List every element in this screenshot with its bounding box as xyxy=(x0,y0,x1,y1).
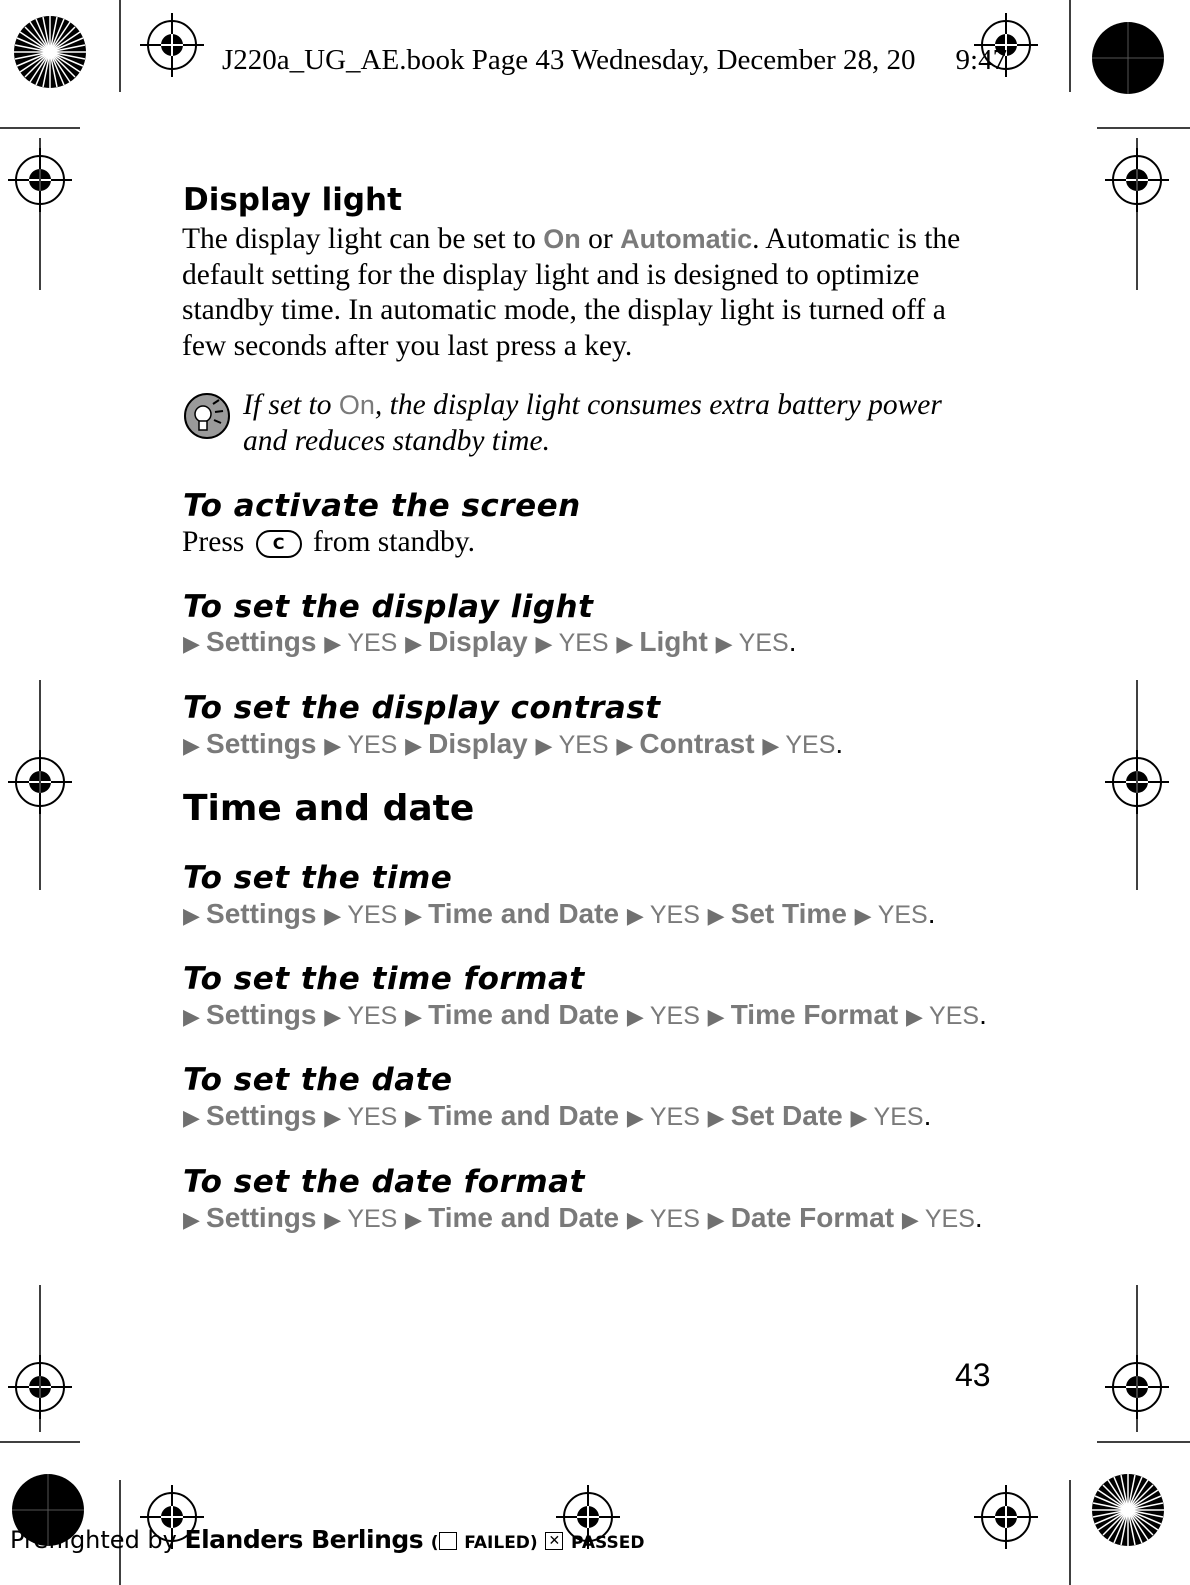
menu-path-set-date: ▶ Settings ▶ YES ▶ Time and Date ▶ YES ▶ Set Date ▶ YES. xyxy=(183,1100,932,1131)
lightbulb-note-icon xyxy=(181,392,233,440)
right-triangle-icon: ▶ xyxy=(707,1105,731,1130)
heading-set-time-format: To set the time format xyxy=(183,961,585,997)
softkey-yes: YES xyxy=(873,1103,924,1131)
right-triangle-icon: ▶ xyxy=(405,1105,429,1130)
menu-item: Display xyxy=(428,728,528,759)
menu-item: Time Format xyxy=(730,999,899,1030)
failed-label: FAILED xyxy=(464,1533,530,1553)
softkey-yes: YES xyxy=(347,901,398,929)
right-triangle-icon: ▶ xyxy=(906,1004,930,1029)
right-triangle-icon: ▶ xyxy=(324,733,348,758)
right-triangle-icon: ▶ xyxy=(405,1207,429,1232)
softkey-yes: YES xyxy=(785,731,836,759)
menu-item: Light xyxy=(639,626,708,657)
softkey-yes: YES xyxy=(558,731,609,759)
right-triangle-icon: ▶ xyxy=(324,631,348,656)
section-heading-time-and-date: Time and date xyxy=(183,788,475,829)
passed-label: PASSED xyxy=(570,1533,645,1553)
brand-logo-text: Elanders Berlings xyxy=(184,1525,424,1554)
c-key-icon: C xyxy=(256,530,302,558)
menu-item: Settings xyxy=(206,999,317,1030)
heading-set-display-light: To set the display light xyxy=(183,589,594,625)
menu-path-display-contrast: ▶ Settings ▶ YES ▶ Display ▶ YES ▶ Contrast ▶ YES. xyxy=(183,728,844,759)
menu-item: Set Time xyxy=(730,898,847,929)
softkey-yes: YES xyxy=(929,1002,980,1030)
menu-item: Time and Date xyxy=(428,1100,620,1131)
heading-set-display-contrast: To set the display contrast xyxy=(183,690,661,726)
menu-item: Settings xyxy=(206,1100,317,1131)
softkey-yes: YES xyxy=(347,1002,398,1030)
right-triangle-icon: ▶ xyxy=(901,1207,925,1232)
menu-item: Settings xyxy=(206,898,317,929)
heading-activate-screen: To activate the screen xyxy=(183,488,581,524)
right-triangle-icon: ▶ xyxy=(405,631,429,656)
softkey-yes: YES xyxy=(347,1205,398,1233)
right-triangle-icon: ▶ xyxy=(183,1004,207,1029)
right-triangle-icon: ▶ xyxy=(854,903,878,928)
note-text: If set to On, the display light consumes extra battery power and reduces standby time. xyxy=(243,389,942,457)
menu-item: Time and Date xyxy=(428,1202,620,1233)
softkey-yes: YES xyxy=(649,1205,700,1233)
book-header xyxy=(222,44,1007,77)
right-triangle-icon: ▶ xyxy=(324,1004,348,1029)
right-triangle-icon: ▶ xyxy=(183,733,207,758)
right-triangle-icon: ▶ xyxy=(183,1105,207,1130)
right-triangle-icon: ▶ xyxy=(324,903,348,928)
right-triangle-icon: ▶ xyxy=(535,733,559,758)
right-triangle-icon: ▶ xyxy=(707,1207,731,1232)
softkey-yes: YES xyxy=(347,731,398,759)
right-triangle-icon: ▶ xyxy=(626,1207,650,1232)
right-triangle-icon: ▶ xyxy=(762,733,786,758)
menu-item: Contrast xyxy=(639,728,755,759)
right-triangle-icon: ▶ xyxy=(324,1105,348,1130)
right-triangle-icon: ▶ xyxy=(616,733,640,758)
menu-item: Time and Date xyxy=(428,898,620,929)
softkey-yes: YES xyxy=(924,1205,975,1233)
page-number: 43 xyxy=(955,1357,991,1393)
activate-instruction: Press C from standby. xyxy=(182,526,475,558)
softkey-yes: YES xyxy=(347,629,398,657)
menu-path-set-time-format: ▶ Settings ▶ YES ▶ Time and Date ▶ YES ▶ Time Format ▶ YES. xyxy=(183,999,987,1030)
right-triangle-icon: ▶ xyxy=(405,1004,429,1029)
menu-path-display-light: ▶ Settings ▶ YES ▶ Display ▶ YES ▶ Light ▶ YES. xyxy=(183,626,797,657)
right-triangle-icon: ▶ xyxy=(535,631,559,656)
menu-item: Settings xyxy=(206,626,317,657)
display-light-paragraph: The display light can be set to On or Automatic. Automatic is the default setting for the display light and is designed to optimize standby time. In automatic mode, the display light is turned off a few seconds after you last press a key. xyxy=(182,223,961,362)
checked-box-icon: ✕ xyxy=(545,1532,563,1550)
softkey-yes: YES xyxy=(558,629,609,657)
right-triangle-icon: ▶ xyxy=(850,1105,874,1130)
softkey-yes: YES xyxy=(649,901,700,929)
heading-set-date: To set the date xyxy=(183,1062,453,1098)
softkey-yes: YES xyxy=(347,1103,398,1131)
menu-item: Date Format xyxy=(730,1202,895,1233)
right-triangle-icon: ▶ xyxy=(324,1207,348,1232)
menu-item: Settings xyxy=(206,1202,317,1233)
menu-item: Settings xyxy=(206,728,317,759)
menu-path-set-time: ▶ Settings ▶ YES ▶ Time and Date ▶ YES ▶ Set Time ▶ YES. xyxy=(183,898,936,929)
right-triangle-icon: ▶ xyxy=(183,631,207,656)
right-triangle-icon: ▶ xyxy=(626,903,650,928)
header-time: 9:47 xyxy=(955,44,1008,76)
right-triangle-icon: ▶ xyxy=(715,631,739,656)
right-triangle-icon: ▶ xyxy=(616,631,640,656)
right-triangle-icon: ▶ xyxy=(626,1004,650,1029)
softkey-yes: YES xyxy=(738,629,789,657)
preflighted-label: Preflighted by xyxy=(10,1526,177,1554)
softkey-yes: YES xyxy=(649,1002,700,1030)
menu-item: Set Date xyxy=(730,1100,843,1131)
menu-path-set-date-format: ▶ Settings ▶ YES ▶ Time and Date ▶ YES ▶ Date Format ▶ YES. xyxy=(183,1202,983,1233)
right-triangle-icon: ▶ xyxy=(183,903,207,928)
right-triangle-icon: ▶ xyxy=(626,1105,650,1130)
menu-item: Display xyxy=(428,626,528,657)
heading-set-time: To set the time xyxy=(183,860,453,896)
softkey-yes: YES xyxy=(877,901,928,929)
right-triangle-icon: ▶ xyxy=(707,903,731,928)
heading-set-date-format: To set the date format xyxy=(183,1164,585,1200)
right-triangle-icon: ▶ xyxy=(183,1207,207,1232)
softkey-yes: YES xyxy=(649,1103,700,1131)
right-triangle-icon: ▶ xyxy=(405,733,429,758)
section-heading-display-light: Display light xyxy=(183,182,402,218)
header-text: J220a_UG_AE.book Page 43 Wednesday, December 28, 20 xyxy=(222,44,916,76)
menu-item: Time and Date xyxy=(428,999,620,1030)
preflight-footer: Preflighted by Elanders Berlings ( FAILED) ✕ PASSED xyxy=(10,1525,645,1554)
right-triangle-icon: ▶ xyxy=(405,903,429,928)
right-triangle-icon: ▶ xyxy=(707,1004,731,1029)
